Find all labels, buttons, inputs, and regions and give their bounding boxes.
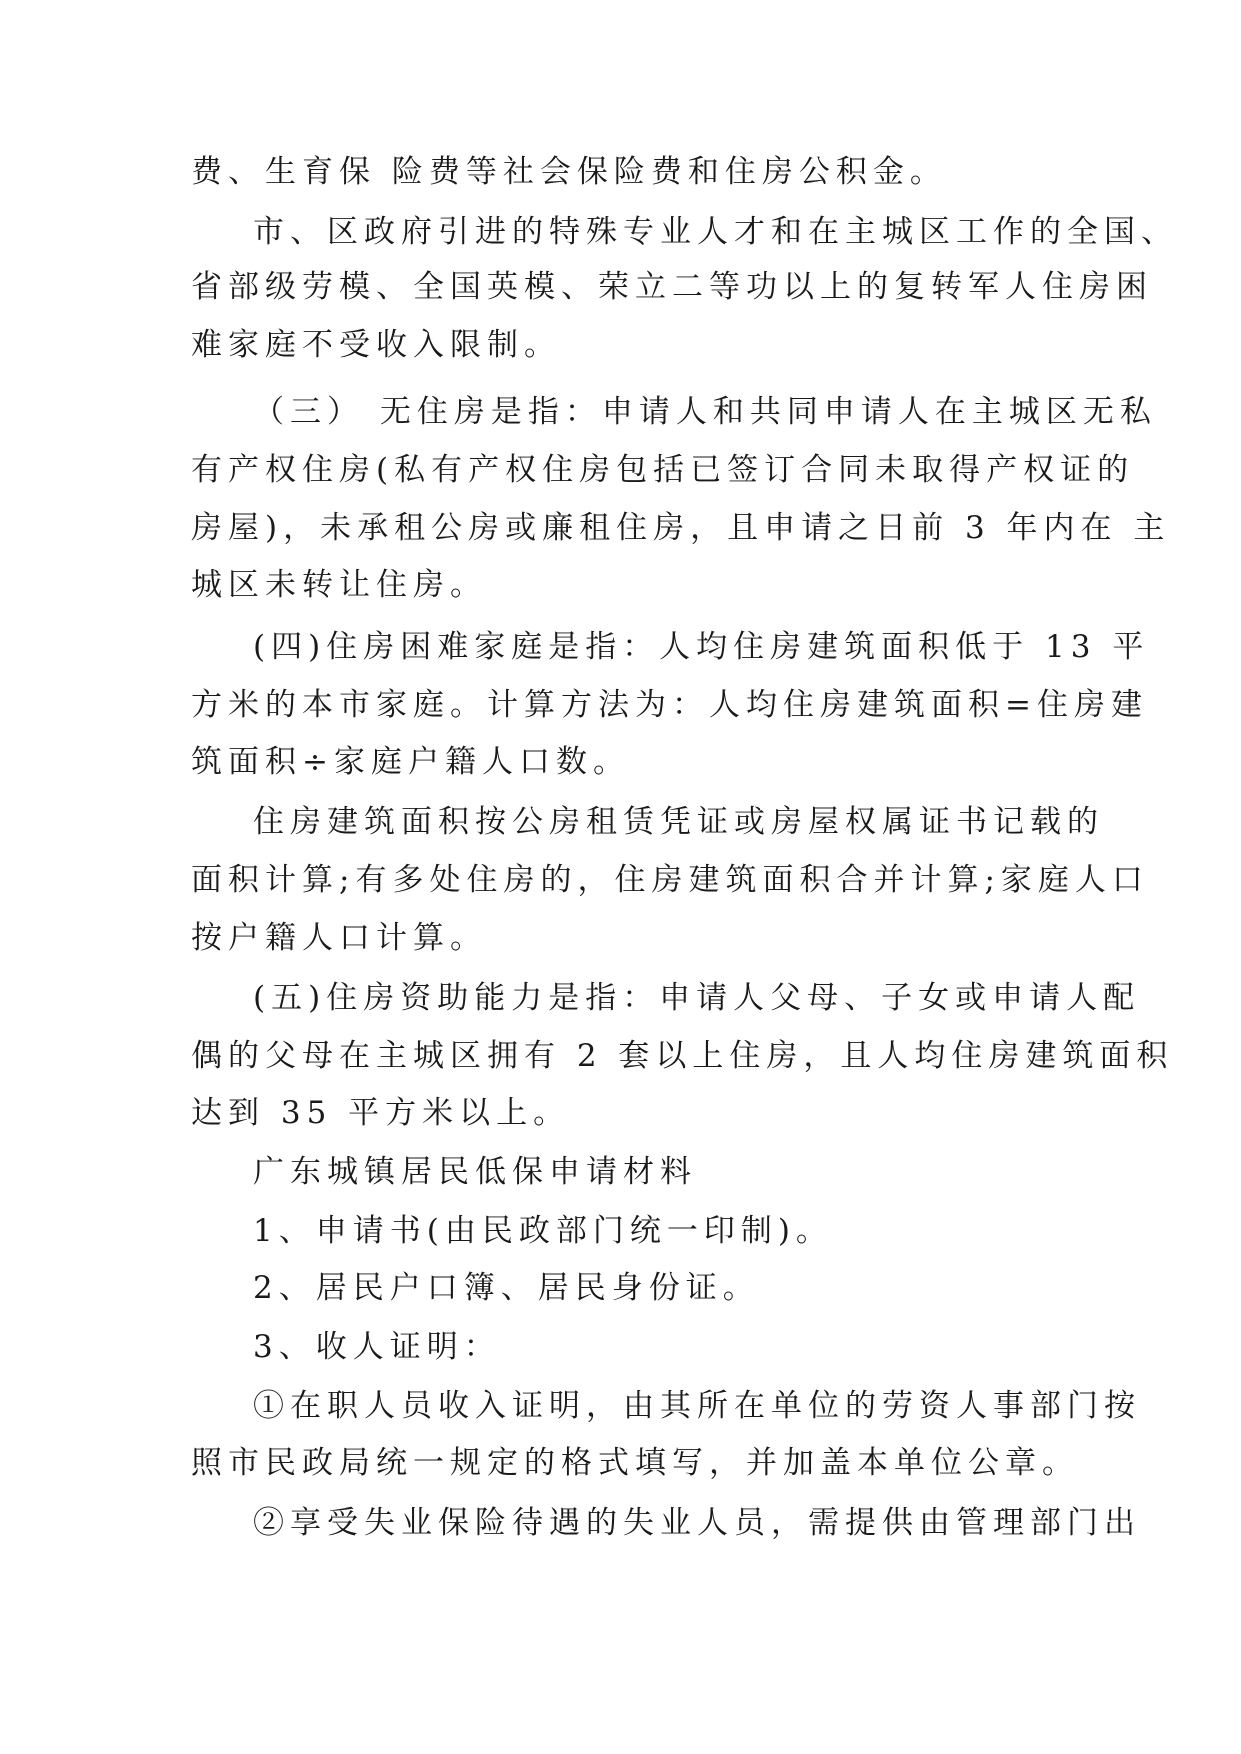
text-line: 费、生育保 险费等社会保险费和住房公积金。 <box>191 154 947 190</box>
text-line: 1、申请书(由民政部门统一印制)。 <box>253 1213 833 1249</box>
text-line: (四)住房困难家庭是指：人均住房建筑面积低于 13 平 <box>253 629 1150 665</box>
text-line: 方米的本市家庭。计算方法为：人均住房建筑面积=住房建 <box>191 687 1148 723</box>
text-line: ②享受失业保险待遇的失业人员，需提供由管理部门出 <box>253 1505 1141 1541</box>
text-line: 市、区政府引进的特殊专业人才和在主城区工作的全国、 <box>253 214 1178 250</box>
text-line: 按户籍人口计算。 <box>191 920 487 956</box>
text-line: 城区未转让住房。 <box>191 567 487 603</box>
text-line: 照市民政局统一规定的格式填写，并加盖本单位公章。 <box>191 1445 1079 1481</box>
text-line: 偶的父母在主城区拥有 2 套以上住房，且人均住房建筑面积 <box>191 1038 1174 1074</box>
text-line: 广东城镇居民低保申请材料 <box>253 1154 697 1190</box>
text-line: (五)住房资助能力是指：申请人父母、子女或申请人配 <box>253 980 1141 1016</box>
text-line: 面积计算;有多处住房的，住房建筑面积合并计算;家庭人口 <box>191 862 1149 898</box>
text-line: 有产权住房(私有产权住房包括已签订合同未取得产权证的 <box>191 452 1135 488</box>
text-line: 3、收人证明： <box>253 1329 501 1365</box>
text-line: 达到 35 平方米以上。 <box>191 1095 571 1131</box>
text-line: （三） 无住房是指：申请人和共同申请人在主城区无私 <box>253 394 1157 430</box>
text-line: 住房建筑面积按公房租赁凭证或房屋权属证书记载的 <box>253 804 1104 840</box>
text-line: 省部级劳模、全国英模、荣立二等功以上的复转军人住房困 <box>191 269 1153 305</box>
text-line: 2、居民户口簿、居民身份证。 <box>253 1270 760 1306</box>
text-line: ①在职人员收入证明，由其所在单位的劳资人事部门按 <box>253 1388 1141 1424</box>
text-line: 房屋)，未承租公房或廉租住房，且申请之日前 3 年内在 主 <box>191 510 1171 546</box>
text-line: 难家庭不受收入限制。 <box>191 327 561 363</box>
text-line: 筑面积÷家庭户籍人口数。 <box>191 744 630 780</box>
